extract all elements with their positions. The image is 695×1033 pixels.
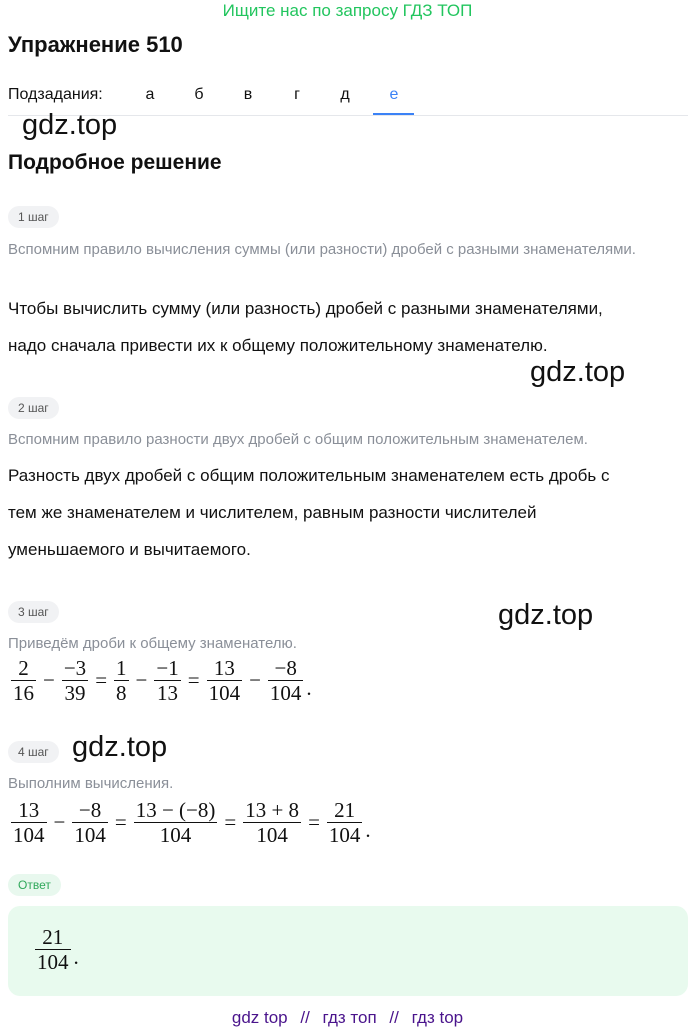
operator: −: [135, 668, 148, 692]
step-text: [8, 457, 678, 568]
fraction: $\frac{13}{104}$: [13, 798, 45, 847]
step-text-line: Разность двух дробей с общим положительным знаменателем есть дробь с: [8, 466, 610, 485]
tab-a[interactable]: а: [145, 86, 155, 103]
footer-link[interactable]: гдз топ: [322, 1008, 377, 1027]
step-text-line: Чтобы вычислить сумму (или разность) дробей с разными знаменателями,: [8, 299, 603, 318]
tab-d[interactable]: д: [340, 86, 350, 103]
footer-separator: //: [389, 1008, 399, 1027]
step-hint: Вспомним правило вычисления суммы (или разности) дробей с разными знаменателями.: [8, 241, 636, 258]
period: .: [73, 945, 79, 969]
tab-v[interactable]: в: [243, 86, 253, 103]
fraction: $\frac{1}{8}$: [116, 656, 127, 705]
fraction: $\frac{-8}{104}$: [269, 656, 302, 705]
fraction: $\frac{13 + 8}{104}$: [245, 798, 300, 847]
step-text-line: тем же знаменателем и числителем, равным разности числителей: [8, 503, 537, 522]
step-equation: [8, 798, 371, 847]
solution-heading: Подробное решение: [8, 151, 222, 174]
operator: −: [43, 668, 55, 692]
footer-link[interactable]: gdz top: [231, 1008, 288, 1027]
promo-banner[interactable]: Ищите нас по запросу ГДЗ ТОП: [222, 1, 473, 20]
step-badge: 4 шаг: [8, 741, 59, 763]
watermark: gdz.top: [530, 356, 626, 388]
operator: −: [53, 810, 66, 834]
step-badge: 1 шаг: [8, 206, 59, 228]
footer-separator: //: [300, 1008, 310, 1027]
step-text-line: надо сначала привести их к общему положительному знаменателю.: [8, 336, 548, 355]
step-hint: Выполним вычисления.: [8, 775, 174, 792]
active-tab-indicator: [373, 113, 414, 115]
watermark: gdz.top: [72, 731, 168, 763]
step-hint: Приведём дроби к общему знаменателю.: [8, 635, 297, 652]
step-text-line: уменьшаемого и вычитаемого.: [8, 540, 251, 559]
fraction: $\frac{13 - (-8)}{104}$: [135, 798, 216, 847]
step-hint: Вспомним правило разности двух дробей с общим положительным знаменателем.: [8, 431, 588, 448]
tab-b[interactable]: б: [194, 86, 204, 103]
operator: −: [249, 668, 261, 692]
equals-sign: =: [114, 810, 127, 834]
equals-sign: =: [95, 668, 108, 692]
equals-sign: =: [308, 810, 320, 834]
period: .: [365, 818, 371, 842]
fraction: $\frac{2}{16}$: [13, 656, 34, 705]
footer-link[interactable]: гдз top: [411, 1008, 464, 1027]
fraction: $\frac{-8}{104}$: [74, 798, 106, 847]
fraction: $\frac{-3}{39}$: [63, 656, 87, 705]
answer-box: [8, 906, 688, 996]
fraction: $\frac{21}{104}$: [328, 798, 361, 847]
equals-sign: =: [224, 810, 237, 834]
watermark: gdz.top: [22, 109, 118, 141]
fraction: $\frac{-1}{13}$: [156, 656, 179, 705]
answer-equation: [32, 925, 79, 974]
step-badge: 3 шаг: [8, 601, 59, 623]
watermark: gdz.top: [498, 599, 594, 631]
period: .: [306, 676, 312, 700]
footer-links: [0, 1008, 695, 1028]
tab-g[interactable]: г: [294, 86, 300, 103]
step-badge: 2 шаг: [8, 397, 59, 419]
fraction: $\frac{13}{104}$: [208, 656, 241, 705]
subtasks-label: Подзадания:: [8, 86, 103, 103]
tab-e[interactable]: е: [389, 86, 399, 103]
page-title: Упражнение 510: [8, 32, 183, 57]
fraction: $\frac{21}{104}$: [37, 925, 69, 974]
step-equation: [8, 656, 312, 705]
step-text: [8, 290, 678, 364]
equals-sign: =: [187, 668, 200, 692]
answer-badge: Ответ: [8, 874, 61, 896]
